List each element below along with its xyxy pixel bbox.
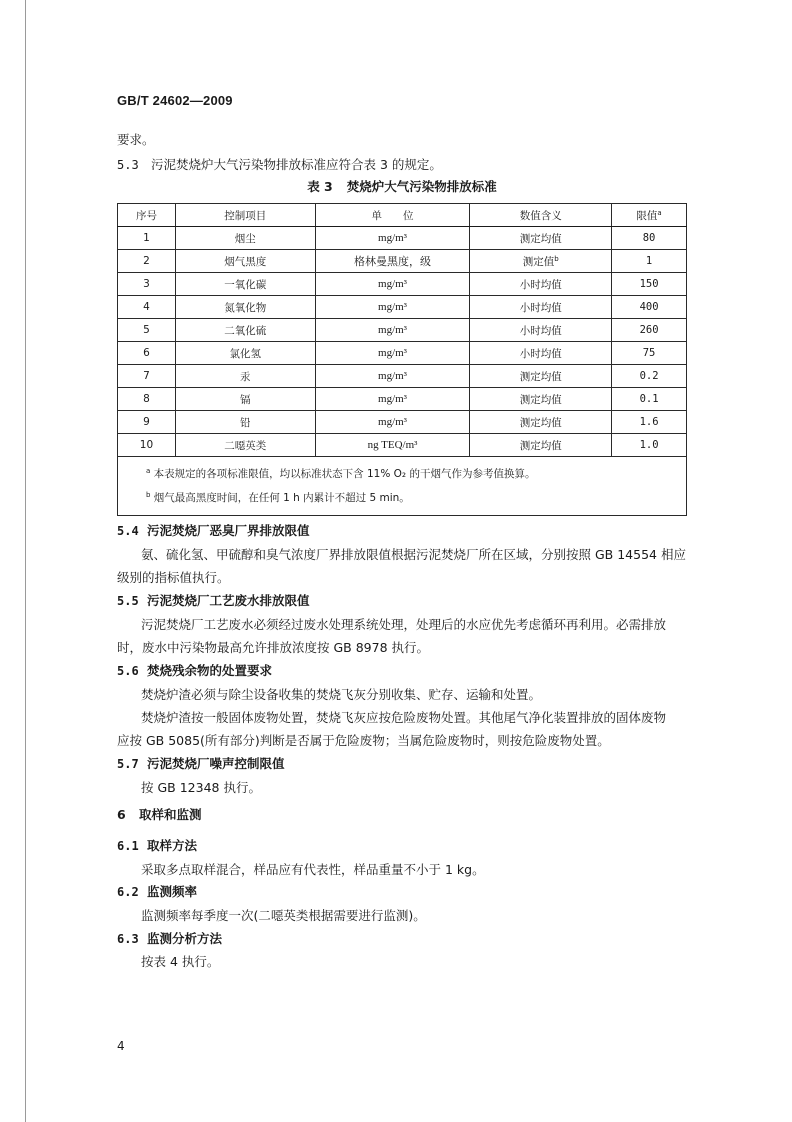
value-meaning: 小时均值 (470, 273, 612, 296)
row-number: 5 (118, 319, 176, 342)
row-number: 6 (118, 342, 176, 365)
column-header: 单 位 (315, 204, 470, 227)
paragraph: 氨、硫化氢、甲硫醇和臭气浓度厂界排放限值根据污泥焚烧厂所在区域，分别按照 GB 14554 相应 (141, 547, 686, 562)
paragraph: 时，废水中污染物最高允许排放浓度按 GB 8978 执行。 (117, 640, 429, 655)
paragraph: 焚烧炉渣按一般固体废物处置，焚烧飞灰应按危险废物处置。其他尾气净化装置排放的固体废物 (141, 710, 667, 725)
table-notes-row (118, 457, 687, 516)
value-meaning: 小时均值 (470, 319, 612, 342)
unit: mg/m³ (315, 365, 470, 388)
table-label: 表 3 (307, 179, 333, 194)
section-text: 污泥焚烧炉大气污染物排放标准应符合表 3 的规定。 (150, 157, 442, 172)
value-meaning: 测定值$^b$ (470, 250, 612, 273)
table-note: $^a$ 本表规定的各项标准限值，均以标准状态下含 11% O₂ 的干烟气作为参考值换算。 (146, 467, 536, 480)
column-header: 数值含义 (470, 204, 612, 227)
limit-value: 0.2 (612, 365, 687, 388)
page-number: 4 (117, 1039, 125, 1053)
unit: 格林曼黑度，级 (315, 250, 470, 273)
column-header: 序号 (118, 204, 176, 227)
control-item: 烟气黑度 (175, 250, 315, 273)
control-item: 氯化氢 (175, 342, 315, 365)
unit: mg/m³ (315, 319, 470, 342)
unit: mg/m³ (315, 296, 470, 319)
value-meaning: 测定均值 (470, 227, 612, 250)
row-number: 8 (118, 388, 176, 411)
table-row (118, 296, 687, 319)
limit-value: 1.0 (612, 434, 687, 457)
intro-text: 要求。 (117, 132, 155, 147)
table-header-row (118, 204, 687, 227)
paragraph: 采取多点取样混合，样品应有代表性，样品重量不小于 1 kg。 (141, 862, 485, 877)
table-caption: 焚烧炉大气污染物排放标准 (346, 179, 497, 194)
section-5-5-heading: 5.5 污泥焚烧厂工艺废水排放限值 (117, 593, 310, 608)
section-6-heading: 6 取样和监测 (117, 807, 202, 822)
paragraph: 应按 GB 5085(所有部分)判断是否属于危险废物；当属危险废物时，则按危险废物处置。 (117, 733, 610, 748)
section-5-6-heading: 5.6 焚烧残余物的处置要求 (117, 663, 273, 678)
control-item: 烟尘 (175, 227, 315, 250)
paragraph: 焚烧炉渣必须与除尘设备收集的焚烧飞灰分别收集、贮存、运输和处置。 (141, 687, 542, 702)
table-row (118, 273, 687, 296)
value-meaning: 测定均值 (470, 411, 612, 434)
emission-standards-table (117, 203, 687, 516)
table-row (118, 319, 687, 342)
table-row (118, 342, 687, 365)
unit: mg/m³ (315, 411, 470, 434)
limit-value: 400 (612, 296, 687, 319)
unit: ng TEQ/m³ (315, 434, 470, 457)
table-3-title (117, 177, 687, 195)
table-note: $^b$ 烟气最高黑度时间，在任何 1 h 内累计不超过 5 min。 (146, 491, 410, 504)
paragraph: 级别的指标值执行。 (117, 570, 230, 585)
table-row (118, 388, 687, 411)
control-item: 一氧化碳 (175, 273, 315, 296)
value-meaning: 小时均值 (470, 342, 612, 365)
footnote-mark: a (657, 208, 662, 217)
unit: mg/m³ (315, 388, 470, 411)
document-code: GB/T 24602—2009 (117, 93, 233, 108)
limit-value: 1 (612, 250, 687, 273)
table-row (118, 250, 687, 273)
paragraph: 按 GB 12348 执行。 (141, 780, 261, 795)
row-number: 10 (118, 434, 176, 457)
control-item: 氮氧化物 (175, 296, 315, 319)
control-item: 镉 (175, 388, 315, 411)
row-number: 2 (118, 250, 176, 273)
paragraph: 监测频率每季度一次(二噁英类根据需要进行监测)。 (141, 908, 426, 923)
control-item: 铅 (175, 411, 315, 434)
unit: mg/m³ (315, 273, 470, 296)
control-item: 汞 (175, 365, 315, 388)
footnote-mark: b (554, 254, 559, 263)
section-5-4-heading: 5.4 污泥焚烧厂恶臭厂界排放限值 (117, 523, 310, 538)
control-item: 二噁英类 (175, 434, 315, 457)
limit-value: 260 (612, 319, 687, 342)
table-row (118, 411, 687, 434)
limit-value: 150 (612, 273, 687, 296)
column-header: 限值$^a$ (612, 204, 687, 227)
value-meaning: 小时均值 (470, 296, 612, 319)
table-row (118, 434, 687, 457)
table-row (118, 227, 687, 250)
row-number: 9 (118, 411, 176, 434)
paragraph: 按表 4 执行。 (141, 954, 220, 969)
limit-value: 75 (612, 342, 687, 365)
section-number: 5.3 (117, 158, 139, 172)
control-item: 二氧化硫 (175, 319, 315, 342)
limit-value: 80 (612, 227, 687, 250)
section-6-3-heading: 6.3 监测分析方法 (117, 931, 223, 946)
table-notes (118, 457, 687, 516)
row-number: 4 (118, 296, 176, 319)
unit: mg/m³ (315, 342, 470, 365)
table-row (118, 365, 687, 388)
limit-value: 1.6 (612, 411, 687, 434)
limit-value: 0.1 (612, 388, 687, 411)
column-header: 控制项目 (175, 204, 315, 227)
binding-margin-line (25, 0, 26, 1122)
value-meaning: 测定均值 (470, 388, 612, 411)
section-6-1-heading: 6.1 取样方法 (117, 838, 198, 853)
value-meaning: 测定均值 (470, 434, 612, 457)
paragraph: 污泥焚烧厂工艺废水必须经过废水处理系统处理，处理后的水应优先考虑循环再利用。必需排放 (141, 617, 667, 632)
unit: mg/m³ (315, 227, 470, 250)
section-5-3 (117, 153, 442, 177)
section-5-7-heading: 5.7 污泥焚烧厂噪声控制限值 (117, 756, 285, 771)
row-number: 7 (118, 365, 176, 388)
row-number: 1 (118, 227, 176, 250)
value-meaning: 测定均值 (470, 365, 612, 388)
section-6-2-heading: 6.2 监测频率 (117, 884, 198, 899)
row-number: 3 (118, 273, 176, 296)
